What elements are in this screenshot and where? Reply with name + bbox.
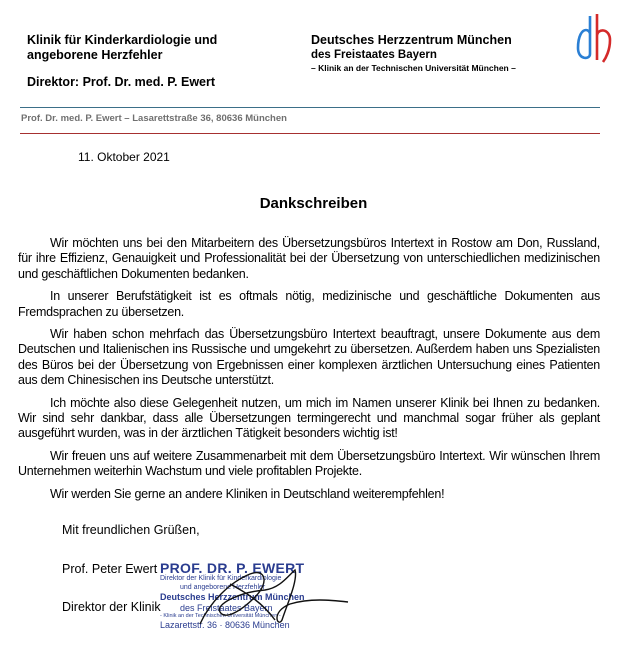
institution-affiliation: – Klinik an der Technischen Universität München – [311, 63, 516, 73]
signatory-role: Direktor der Klinik [62, 600, 161, 614]
institution-name: Deutsches Herzzentrum München [311, 33, 512, 47]
signatory-name: Prof. Peter Ewert [62, 562, 158, 576]
stamp-line: Deutsches Herzzentrum München [160, 592, 305, 602]
stamp-line: PROF. DR. P. EWERT [160, 560, 305, 576]
paragraph: Wir freuen uns auf weitere Zusammenarbeit mit dem Übersetzungsbüro Intertext. Wir wünschen Ihrem Unternehmen weiterhin Wachstum und viele profitablen Projekte. [18, 448, 600, 479]
letter-date: 11. Oktober 2021 [78, 150, 170, 164]
stamp-line: Lazarettstr. 36 · 80636 München [160, 620, 290, 630]
dhm-logo-icon [574, 10, 614, 65]
paragraph: Wir werden Sie gerne an andere Kliniken in Deutschland weiterempfehlen! [50, 486, 445, 501]
clinic-header [27, 33, 217, 90]
sender-address: Prof. Dr. med. P. Ewert – Lasarettstraße 36, 80636 München [21, 113, 287, 124]
stamp-line: und angeborene Herzfehler [180, 583, 266, 591]
handwritten-signature-icon [170, 562, 350, 632]
header-divider-red [20, 133, 600, 134]
institution-header [311, 33, 516, 74]
letter-body [18, 236, 600, 509]
paragraph: Wir haben schon mehrfach das Übersetzungsbüro Intertext beauftragt, unsere Dokumente aus dem Deutschen und Italienischen ins Russische und umgekehrt zu übersetzen. Außerdem haben uns Spezialisten des Büros bei der Übersetzung von Ergebnissen einer komplexen ärztlichen Untersuchung eines Patienten aus dem Chinesischen ins Deutsche unterstützt. [18, 327, 600, 388]
clinic-name-line2: angeborene Herzfehler [27, 48, 163, 62]
stamp-line: - Klinik an der Technischen Universität München - [160, 613, 281, 619]
paragraph: Ich möchte also diese Gelegenheit nutzen, um mich im Namen unserer Klinik bei Ihnen zu bedanken. Wir sind sehr dankbar, dass alle Übersetzungen termingerecht und manchmal sogar früher als geplant ausgeführt wurden, was in der ärztlichen Tätigkeit besonders wichtig ist! [18, 395, 600, 441]
letter-title: Dankschreiben [259, 195, 368, 212]
stamp-line: Direktor der Klinik für Kinderkardiologie [160, 575, 282, 582]
clinic-name-line1: Klinik für Kinderkardiologie und [27, 33, 218, 47]
closing-salutation: Mit freundlichen Grüßen, [62, 523, 200, 537]
stamp-line: des Freistaates Bayern [180, 603, 273, 613]
clinic-director: Direktor: Prof. Dr. med. P. Ewert [27, 75, 216, 89]
paragraph: Wir möchten uns bei den Mitarbeitern des Übersetzungsbüros Intertext in Rostow am Don, Russland, für ihre Effizienz, Genauigkeit und Professionalität bei der Übersetzung von unterschiedlichen medizinischen und geschäftlichen Dokumenten bedanken. [18, 236, 600, 281]
institution-state: des Freistaates Bayern [311, 49, 437, 61]
paragraph: In unserer Berufstätigkeit ist es oftmals nötig, medizinische und geschäftliche Dokumenten aus Fremdsprachen zu übersetzen. [18, 289, 600, 319]
header-divider-blue [20, 107, 600, 108]
